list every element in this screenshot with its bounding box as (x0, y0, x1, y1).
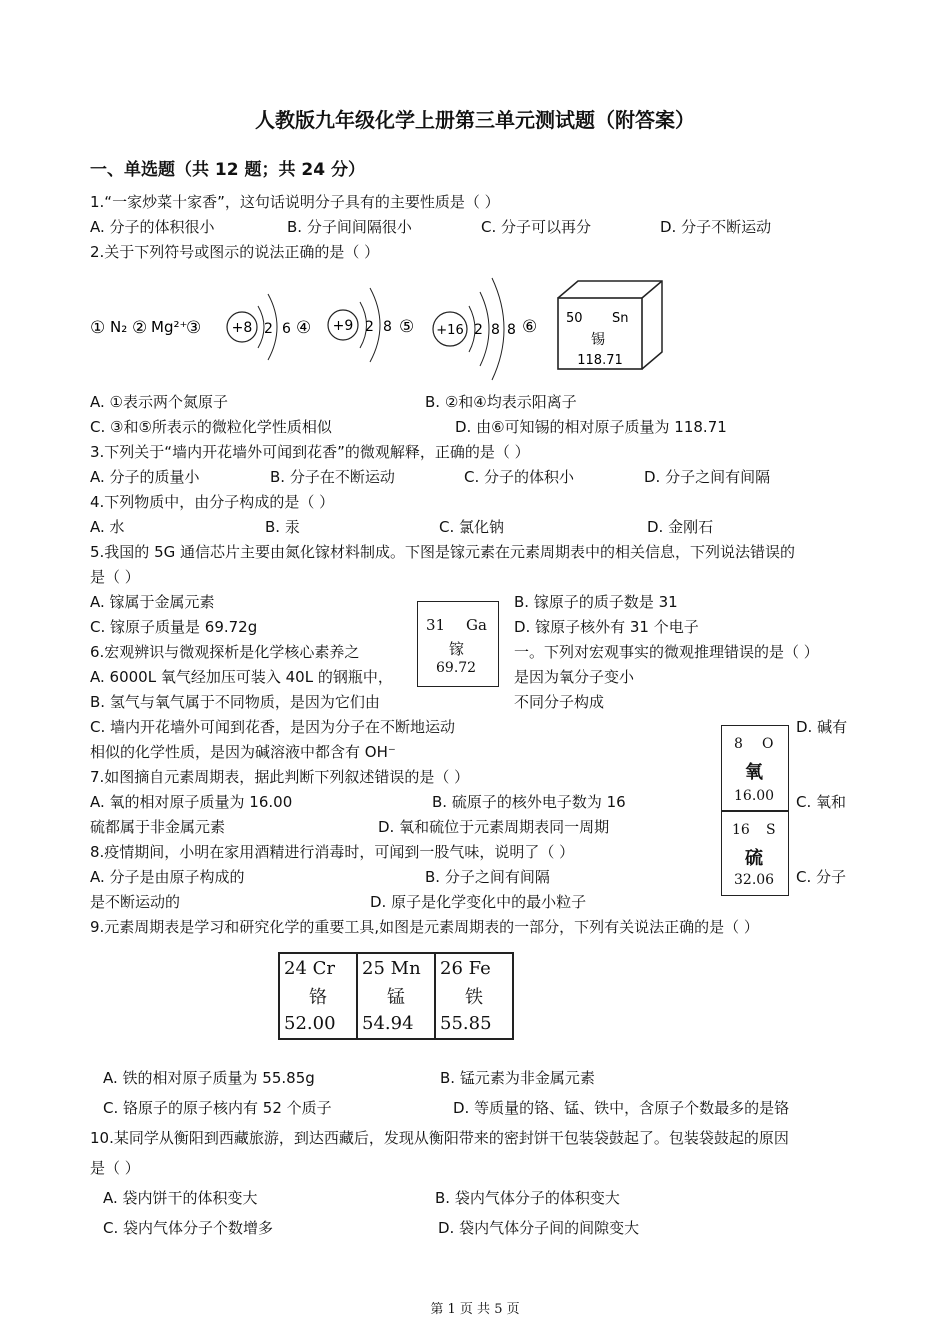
q7-option-c-part2: 硫都属于非金属元素 (90, 818, 226, 836)
q4-option-d: D. 金刚石 (647, 518, 714, 536)
q9-option-a: A. 铁的相对原子质量为 55.85g (103, 1069, 315, 1087)
svg-text:2: 2 (365, 319, 374, 335)
q2-option-b: B. ②和④均表示阳离子 (425, 393, 577, 411)
q3-stem: 3.下列关于“墙内开花墙外可闻到花香”的微观解释，正确的是（ ） (90, 443, 530, 461)
svg-text:+9: +9 (332, 318, 354, 334)
q6-option-b-part1: B. 氢气与氧气属于不同物质，是因为它们由 (90, 693, 380, 711)
sulfur-atom-diagram (433, 278, 516, 380)
n2-symbol: N₂ (110, 318, 128, 336)
q9-option-b: B. 锰元素为非金属元素 (440, 1069, 595, 1087)
q7-option-a: A. 氧的相对原子质量为 16.00 (90, 793, 293, 811)
q8-option-c-part1: C. 分子 (796, 868, 847, 886)
q6-option-b-part2: 不同分子构成 (514, 693, 605, 711)
q4-option-b: B. 汞 (265, 518, 300, 536)
svg-text:50: 50 (566, 311, 583, 326)
q8-option-d: D. 原子是化学变化中的最小粒子 (370, 893, 587, 911)
tin-element-cube (558, 281, 662, 369)
oxygen-atom-diagram (227, 294, 291, 360)
gallium-element-card: 31 Ga 镓 69.72 (417, 601, 499, 687)
q4-stem: 4.下列物质中，由分子构成的是（ ） (90, 493, 335, 511)
svg-text:8: 8 (383, 319, 392, 335)
q10-stem-line1: 10.某同学从衡阳到西藏旅游，到达西藏后，发现从衡阳带来的密封饼干包装袋鼓起了。包装袋鼓起的原因 (90, 1129, 789, 1147)
fluorine-atom-diagram (328, 288, 392, 362)
q2-stem: 2.关于下列符号或图示的说法正确的是（ ） (90, 243, 380, 261)
q9-option-d: D. 等质量的铬、锰、铁中，含原子个数最多的是铬 (453, 1099, 790, 1117)
q6-stem-line1: 6.宏观辨识与微观探析是化学核心素养之 (90, 643, 360, 661)
q10-option-a: A. 袋内饼干的体积变大 (103, 1189, 258, 1207)
circle-num-5: ⑤ (399, 317, 415, 337)
circle-num-6: ⑥ (522, 317, 538, 337)
section-heading: 一、单选题（共 12 题；共 24 分） (90, 160, 365, 180)
q3-option-c: C. 分子的体积小 (464, 468, 575, 486)
svg-text:118.71: 118.71 (577, 353, 623, 368)
svg-text:2: 2 (474, 322, 483, 338)
svg-text:Sn: Sn (612, 311, 629, 326)
q8-option-c-part2: 是不断运动的 (90, 893, 181, 911)
q1-option-a: A. 分子的体积很小 (90, 218, 215, 236)
page-footer: 第 1 页 共 5 页 (430, 1302, 520, 1317)
q2-figure (88, 272, 678, 382)
q4-option-c: C. 氯化钠 (439, 518, 505, 536)
element-cell-cr: 24 Cr 铬 52.00 (279, 953, 357, 1039)
circle-num-4: ④ (296, 318, 312, 338)
element-cell-fe: 26 Fe 铁 55.85 (435, 953, 513, 1039)
svg-text:8: 8 (491, 322, 500, 338)
q7-option-c-part1: C. 氧和 (796, 793, 847, 811)
circle-num-3: ③ (186, 318, 202, 338)
sulfur-element-card: 16 S 硫 32.06 (721, 811, 789, 896)
q5-option-d: D. 镓原子核外有 31 个电子 (514, 618, 699, 636)
q7-option-b: B. 硫原子的核外电子数为 16 (432, 793, 626, 811)
svg-text:+8: +8 (231, 320, 253, 336)
q5-option-b: B. 镓原子的质子数是 31 (514, 593, 678, 611)
svg-text:锡: 锡 (591, 332, 605, 348)
q10-option-d: D. 袋内气体分子间的间隙变大 (438, 1219, 640, 1237)
element-cell-mn: 25 Mn 锰 54.94 (357, 953, 435, 1039)
q8-option-a: A. 分子是由原子构成的 (90, 868, 245, 886)
q3-option-a: A. 分子的质量小 (90, 468, 200, 486)
q4-option-a: A. 水 (90, 518, 125, 536)
q7-stem: 7.如图摘自元素周期表，据此判断下列叙述错误的是（ ） (90, 768, 470, 786)
circle-num-1: ① (90, 318, 106, 338)
svg-text:6: 6 (282, 321, 291, 337)
q1-option-d: D. 分子不断运动 (660, 218, 772, 236)
q9-stem: 9.元素周期表是学习和研究化学的重要工具,如图是元素周期表的一部分，下列有关说法正确的是（ ） (90, 918, 759, 936)
oxygen-element-card: 8 O 氧 16.00 (721, 725, 789, 811)
q3-option-b: B. 分子在不断运动 (270, 468, 395, 486)
q10-option-c: C. 袋内气体分子个数增多 (103, 1219, 274, 1237)
q1-option-b: B. 分子间间隔很小 (287, 218, 412, 236)
q6-option-d-part1: D. 碱有 (796, 718, 848, 736)
circle-num-2: ② (132, 318, 148, 338)
page-title: 人教版九年级化学上册第三单元测试题（附答案） (255, 108, 695, 132)
svg-text:8: 8 (507, 322, 516, 338)
q6-option-a-part1: A. 6000L 氧气经加压可装入 40L 的钢瓶中， (90, 668, 393, 686)
q6-option-a-part2: 是因为氧分子变小 (514, 668, 635, 686)
svg-text:+16: +16 (436, 323, 464, 338)
q5-option-c: C. 镓原子质量是 69.72g (90, 618, 258, 636)
q10-stem-line2: 是（ ） (90, 1159, 140, 1177)
q9-periodic-table-excerpt (278, 952, 514, 1040)
q6-option-d-part2: 相似的化学性质，是因为碱溶液中都含有 OH⁻ (90, 743, 396, 761)
q8-option-b: B. 分子之间有间隔 (425, 868, 550, 886)
q8-stem: 8.疫情期间，小明在家用酒精进行消毒时，可闻到一股气味，说明了（ ） (90, 843, 575, 861)
q6-stem-line2: 一。下列对宏观事实的微观推理错误的是（ ） (514, 643, 819, 661)
q1-option-c: C. 分子可以再分 (481, 218, 592, 236)
q10-option-b: B. 袋内气体分子的体积变大 (435, 1189, 620, 1207)
q6-option-c: C. 墙内开花墙外可闻到花香，是因为分子在不断地运动 (90, 718, 456, 736)
q3-option-d: D. 分子之间有间隔 (644, 468, 771, 486)
q5-option-a: A. 镓属于金属元素 (90, 593, 215, 611)
q5-stem-line1: 5.我国的 5G 通信芯片主要由氮化镓材料制成。下图是镓元素在元素周期表中的相关信息，下列说法错误的 (90, 543, 796, 561)
mg-ion-symbol: Mg²⁺ (151, 318, 188, 336)
q2-option-c: C. ③和⑤所表示的微粒化学性质相似 (90, 418, 332, 436)
q9-option-c: C. 铬原子的原子核内有 52 个质子 (103, 1099, 332, 1117)
q2-option-d: D. 由⑥可知锡的相对原子质量为 118.71 (455, 418, 727, 436)
q7-option-d: D. 氧和硫位于元素周期表同一周期 (378, 818, 610, 836)
q2-option-a: A. ①表示两个氮原子 (90, 393, 228, 411)
svg-text:2: 2 (264, 321, 273, 337)
q1-stem: 1.“一家炒菜十家香”，这句话说明分子具有的主要性质是（ ） (90, 193, 500, 211)
q5-stem-line2: 是（ ） (90, 568, 140, 586)
